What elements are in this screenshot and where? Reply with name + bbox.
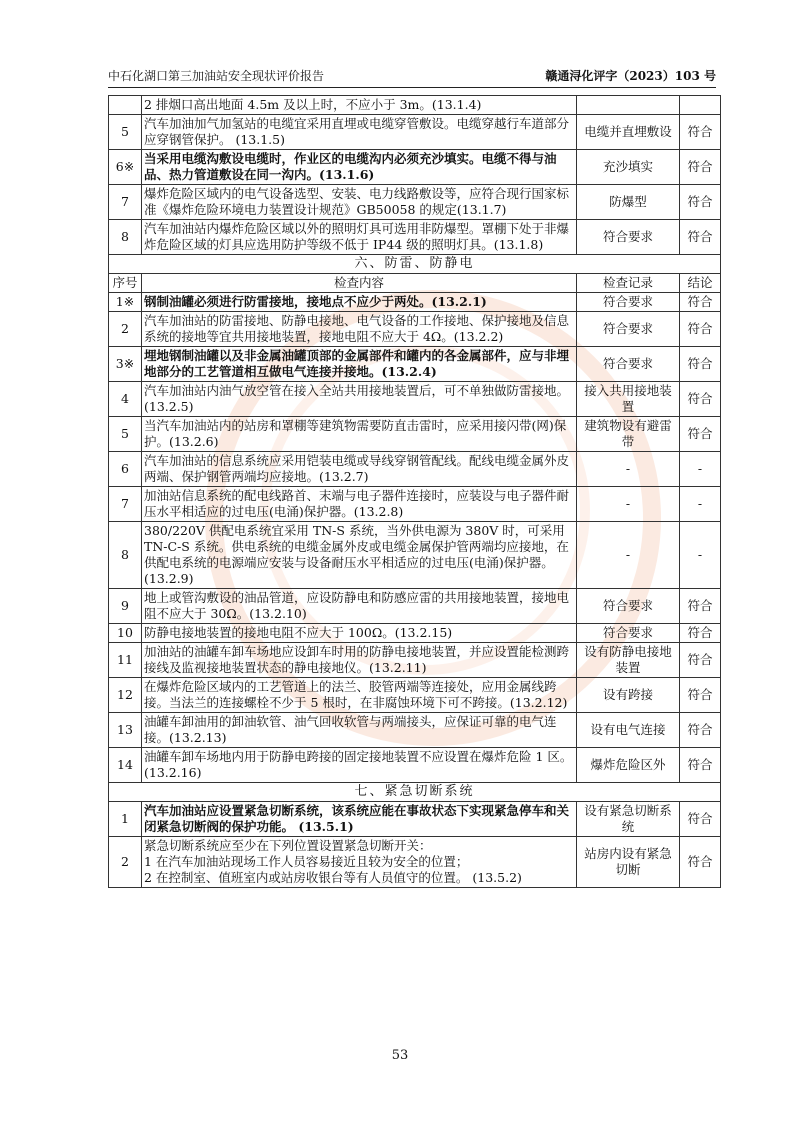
- check-content: 油罐车卸车场地内用于防静电跨接的固定接地装置不应设置在爆炸危险 1 区。(13.2.16): [142, 748, 577, 783]
- table-row: [109, 522, 721, 589]
- page-header: [108, 67, 716, 88]
- check-content: 爆炸危险区域内的电气设备选型、安装、电力线路敷设等，应符合现行国家标准《爆炸危险环境电力装置设计规范》GB50058 的规定(13.1.7): [142, 185, 577, 220]
- check-result: 符合: [680, 748, 721, 783]
- inspection-table-body: [109, 96, 721, 888]
- check-content: 钢制油罐必须进行防雷接地，接地点不应少于两处。(13.2.1): [142, 293, 577, 312]
- section-row: [109, 255, 721, 274]
- check-content: 汽车加油站的信息系统应采用铠装电缆或导线穿钢管配线。配线电缆金属外皮两端、保护钢管两端均应接地。(13.2.7): [142, 452, 577, 487]
- check-result: 符合: [680, 150, 721, 185]
- table-row: [109, 748, 721, 783]
- check-record: -: [577, 522, 680, 589]
- check-record: 接入共用接地装置: [577, 382, 680, 417]
- row-number: [109, 96, 142, 115]
- check-record: 符合要求: [577, 589, 680, 624]
- check-record: 符合要求: [577, 312, 680, 347]
- check-result: -: [680, 487, 721, 522]
- check-content: 防静电接地装置的接地电阻不应大于 100Ω。(13.2.15): [142, 624, 577, 643]
- header-report-title: 中石化湖口第三加油站安全现状评价报告: [108, 69, 325, 83]
- check-result: 符合: [680, 382, 721, 417]
- check-content: 汽车加油站内油气放空管在接入全站共用接地装置后，可不单独做防雷接地。(13.2.5): [142, 382, 577, 417]
- column-header-record: 检查记录: [577, 274, 680, 293]
- page-number: 53: [391, 1048, 409, 1063]
- check-content: 汽车加油站应设置紧急切断系统，该系统应能在事故状态下实现紧急停车和关闭紧急切断阀的保护功能。 (13.5.1): [142, 802, 577, 837]
- column-header-result: 结论: [680, 274, 721, 293]
- table-row: [109, 624, 721, 643]
- check-record: 防爆型: [577, 185, 680, 220]
- row-number: 11: [109, 643, 142, 678]
- check-record: 爆炸危险区外: [577, 748, 680, 783]
- table-row: [109, 312, 721, 347]
- check-record: 设有紧急切断系统: [577, 802, 680, 837]
- check-result: 符合: [680, 347, 721, 382]
- row-number: 13: [109, 713, 142, 748]
- table-row: [109, 452, 721, 487]
- check-record: 设有防静电接地装置: [577, 643, 680, 678]
- table-row: [109, 115, 721, 150]
- row-number: 5: [109, 115, 142, 150]
- table-row: [109, 96, 721, 115]
- check-result: 符合: [680, 589, 721, 624]
- table-row: [109, 293, 721, 312]
- table-row: [109, 713, 721, 748]
- check-record: 符合要求: [577, 220, 680, 255]
- column-header-row: [109, 274, 721, 293]
- table-row: [109, 678, 721, 713]
- check-content: 在爆炸危险区域内的工艺管道上的法兰、胶管两端等连接处，应用金属线跨接。当法兰的连接螺栓不少于 5 根时，在非腐蚀环境下可不跨接。(13.2.12): [142, 678, 577, 713]
- check-result: 符合: [680, 293, 721, 312]
- column-header-content: 检查内容: [142, 274, 577, 293]
- row-number: 7: [109, 185, 142, 220]
- check-result: 符合: [680, 185, 721, 220]
- row-number: 14: [109, 748, 142, 783]
- table-row: [109, 643, 721, 678]
- row-number: 2: [109, 312, 142, 347]
- check-content: 2 排烟口高出地面 4.5m 及以上时，不应小于 3m。(13.1.4): [142, 96, 577, 115]
- table-row: [109, 382, 721, 417]
- check-record: -: [577, 487, 680, 522]
- check-content: 加油站信息系统的配电线路首、末端与电子器件连接时，应装设与电子器件耐压水平相适应的过电压(电涌)保护器。(13.2.8): [142, 487, 577, 522]
- row-number: 6: [109, 452, 142, 487]
- table-row: [109, 347, 721, 382]
- table-row: [109, 589, 721, 624]
- check-record: -: [577, 452, 680, 487]
- check-content: 汽车加油站的防雷接地、防静电接地、电气设备的工作接地、保护接地及信息系统的接地等宜共用接地装置，接地电阻不应大于 4Ω。(13.2.2): [142, 312, 577, 347]
- table-row: [109, 150, 721, 185]
- row-number: 12: [109, 678, 142, 713]
- column-header-no: 序号: [109, 274, 142, 293]
- check-result: 符合: [680, 115, 721, 150]
- check-content: 地上或管沟敷设的油品管道，应设防静电和防感应雷的共用接地装置，接地电阻不应大于 30Ω。(13.2.10): [142, 589, 577, 624]
- table-row: [109, 185, 721, 220]
- row-number: 6※: [109, 150, 142, 185]
- check-record: 站房内设有紧急切断: [577, 837, 680, 888]
- header-report-number: 赣通浔化评字（2023）103 号: [545, 69, 716, 83]
- check-content: 加油站的油罐车卸车场地应设卸车时用的防静电接地装置，并应设置能检测跨接线及监视接地装置状态的静电接地仪。(13.2.11): [142, 643, 577, 678]
- section-title: 六、防雷、防静电: [109, 255, 721, 274]
- table-row: [109, 220, 721, 255]
- row-number: 10: [109, 624, 142, 643]
- check-result: 符合: [680, 220, 721, 255]
- inspection-table: [108, 95, 721, 888]
- check-result: [680, 96, 721, 115]
- check-record: 电缆并直埋敷设: [577, 115, 680, 150]
- check-result: 符合: [680, 713, 721, 748]
- check-result: 符合: [680, 643, 721, 678]
- table-row: [109, 837, 721, 888]
- row-number: 1: [109, 802, 142, 837]
- table-row: [109, 487, 721, 522]
- check-content: 380/220V 供配电系统宜采用 TN-S 系统，当外供电源为 380V 时，可采用 TN-C-S 系统。供电系统的电缆金属外皮或电缆金属保护管两端均应接地，在供配电系统的电源端应安装与设备耐压水平相适应的过电压(电涌)保护器。(13.2.9): [142, 522, 577, 589]
- check-result: 符合: [680, 837, 721, 888]
- check-content: 汽车加油加气加氢站的电缆宜采用直埋或电缆穿管敷设。电缆穿越行车道部分应穿钢管保护。 (13.1.5): [142, 115, 577, 150]
- check-record: 设有电气连接: [577, 713, 680, 748]
- check-record: 设有跨接: [577, 678, 680, 713]
- row-number: 1※: [109, 293, 142, 312]
- check-content: 紧急切断系统应至少在下列位置设置紧急切断开关： 1 在汽车加油站现场工作人员容易接近且较为安全的位置； 2 在控制室、值班室内或站房收银台等有人员值守的位置。 (13.5.2): [142, 837, 577, 888]
- row-number: 8: [109, 522, 142, 589]
- check-content: 当采用电缆沟敷设电缆时，作业区的电缆沟内必须充沙填实。电缆不得与油品、热力管道敷设在同一沟内。(13.1.6): [142, 150, 577, 185]
- check-result: -: [680, 522, 721, 589]
- check-content: 油罐车卸油用的卸油软管、油气回收软管与两端接头，应保证可靠的电气连接。(13.2.13): [142, 713, 577, 748]
- check-result: -: [680, 452, 721, 487]
- check-record: 充沙填实: [577, 150, 680, 185]
- check-record: 符合要求: [577, 347, 680, 382]
- row-number: 4: [109, 382, 142, 417]
- section-title: 七、紧急切断系统: [109, 783, 721, 802]
- check-result: 符合: [680, 802, 721, 837]
- row-number: 9: [109, 589, 142, 624]
- check-record: [577, 96, 680, 115]
- row-number: 2: [109, 837, 142, 888]
- check-result: 符合: [680, 624, 721, 643]
- row-number: 8: [109, 220, 142, 255]
- check-result: 符合: [680, 312, 721, 347]
- check-record: 建筑物设有避雷带: [577, 417, 680, 452]
- check-content: 汽车加油站内爆炸危险区域以外的照明灯具可选用非防爆型。罩棚下处于非爆炸危险区域的灯具应选用防护等级不低于 IP44 级的照明灯具。(13.1.8): [142, 220, 577, 255]
- check-record: 符合要求: [577, 624, 680, 643]
- check-record: 符合要求: [577, 293, 680, 312]
- row-number: 3※: [109, 347, 142, 382]
- check-content: 埋地钢制油罐以及非金属油罐顶部的金属部件和罐内的各金属部件，应与非埋地部分的工艺管道相互做电气连接并接地。(13.2.4): [142, 347, 577, 382]
- check-result: 符合: [680, 417, 721, 452]
- check-result: 符合: [680, 678, 721, 713]
- check-content: 当汽车加油站内的站房和罩棚等建筑物需要防直击雷时，应采用接闪带(网)保护。(13.2.6): [142, 417, 577, 452]
- inspection-table-wrapper: [108, 95, 716, 888]
- row-number: 5: [109, 417, 142, 452]
- row-number: 7: [109, 487, 142, 522]
- section-row: [109, 783, 721, 802]
- table-row: [109, 802, 721, 837]
- table-row: [109, 417, 721, 452]
